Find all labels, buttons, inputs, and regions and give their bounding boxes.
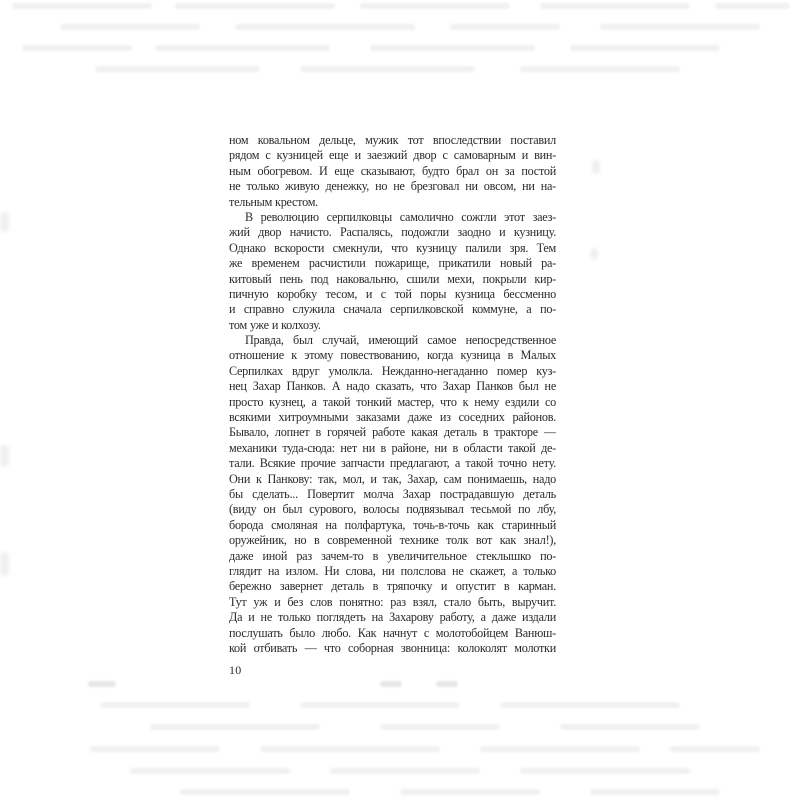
- text-line: оружейник, но в современной технике толк вот как знал!),: [229, 533, 556, 548]
- scan-smudge: [0, 552, 9, 576]
- text-line: (виду он был сурового, волосы подвязывал тесьмой по лбу,: [229, 502, 556, 517]
- text-line: не только живую денежку, но не брезговал ни овсом, ни на-: [229, 179, 556, 194]
- scan-artifact-dash: [436, 681, 458, 687]
- scan-artifact-dash: [175, 3, 335, 9]
- text-line: Серпилках вдруг умолкла. Нежданно-негаданно помер куз-: [229, 363, 556, 378]
- text-line: борода смоляная на полфартука, точь-в-точь как старинный: [229, 517, 556, 532]
- scan-smudge: [0, 445, 9, 467]
- scan-artifact-dash: [670, 746, 760, 752]
- text-line: бережно завернет деталь в тряпочку и опустит в карман.: [229, 579, 556, 594]
- scan-artifact-dash: [360, 3, 510, 9]
- text-line: Правда, был случай, имеющий самое непосредственное: [245, 333, 556, 348]
- scan-artifact-dash: [540, 3, 690, 9]
- scan-artifact-dash: [150, 724, 320, 730]
- scan-artifact-dash: [235, 24, 415, 30]
- scan-smudge: [0, 212, 9, 232]
- text-line: китовый пень под наковальню, сшили мехи, покрыли кир-: [229, 271, 556, 286]
- scan-artifact-dash: [100, 702, 250, 708]
- scan-artifact-dash: [22, 45, 132, 51]
- scan-artifact-dash: [560, 724, 700, 730]
- scan-artifact-dash: [180, 789, 350, 795]
- scan-artifact-dash: [95, 66, 260, 72]
- scan-artifact-dash: [90, 746, 220, 752]
- text-line: пичную коробку тесом, и с той поры кузница бессменно: [229, 286, 556, 301]
- text-line: же временем расчистили пожарище, прикатили новый ра-: [229, 256, 556, 271]
- text-line: послушать было любо. Как начнут с молотобойцем Ванюш-: [229, 625, 556, 640]
- scan-artifact-dash: [500, 702, 680, 708]
- scan-artifact-dash: [60, 24, 200, 30]
- scan-artifact-dash: [450, 24, 560, 30]
- text-line: рядом с кузницей еще и заезжий двор с самоварным и вин-: [229, 148, 556, 163]
- text-line: тельным крестом.: [229, 194, 318, 209]
- scan-artifact-dash: [330, 768, 480, 774]
- scan-artifact-dash: [370, 45, 535, 51]
- text-block: [229, 133, 556, 656]
- scan-artifact-dash: [400, 789, 540, 795]
- scan-artifact-dash: [88, 681, 116, 687]
- text-line: даже иной раз зачем-то в увеличительное стеклышко по-: [229, 548, 556, 563]
- scan-artifact-dash: [590, 789, 720, 795]
- text-line: кой отбивать — что соборная звонница: колоколят молотки: [229, 640, 556, 655]
- text-line: и справно служила сначала серпилковской коммуне, а по-: [229, 302, 556, 317]
- scan-artifact-dash: [300, 702, 460, 708]
- scan-artifact-dash: [380, 681, 402, 687]
- scan-artifact-dash: [480, 746, 640, 752]
- scan-artifact-dash: [12, 3, 152, 9]
- scan-artifact-dash: [130, 768, 290, 774]
- text-line: Однако вскорости смекнули, что кузницу палили зря. Тем: [229, 240, 556, 255]
- text-line: тали. Всякие прочие запчасти предлагают, а такой точно нету.: [229, 456, 556, 471]
- text-line: Тут уж и без слов понятно: раз взял, стало быть, выручит.: [229, 594, 556, 609]
- scan-artifact-dash: [520, 66, 680, 72]
- scan-artifact-dash: [155, 45, 330, 51]
- page-number: 10: [229, 663, 242, 677]
- text-line: механики туда-сюда: нет ни в районе, ни в области такой де-: [229, 440, 556, 455]
- scan-artifact-dash: [380, 724, 500, 730]
- text-line: всякими хитроумными заказами даже из соседних районов.: [229, 410, 556, 425]
- text-line: ном ковальном дельце, мужик тот впоследствии поставил: [229, 133, 556, 147]
- text-line: Они к Панкову: так, мол, и так, Захар, сам понимаешь, надо: [229, 471, 556, 486]
- text-line: Да и не только поглядеть на Захарову работу, а даже издали: [229, 610, 556, 625]
- text-line: просто кузнец, а такой тонкий мастер, что к нему ездили со: [229, 394, 556, 409]
- text-line: том уже и колхозу.: [229, 317, 321, 332]
- text-line: нец Захар Панков. А надо сказать, что Захар Панков был не: [229, 379, 556, 394]
- text-line: Бывало, лопнет в горячей работе какая деталь в тракторе —: [229, 425, 556, 440]
- text-line: глядит на излом. Ни слова, ни полслова не скажет, а только: [229, 563, 556, 578]
- scan-smudge: [590, 248, 598, 260]
- text-line: ным обогревом. И еще сказывают, будто брал он за постой: [229, 163, 556, 178]
- scan-artifact-dash: [715, 3, 790, 9]
- scan-artifact-dash: [600, 24, 760, 30]
- scan-artifact-dash: [520, 768, 690, 774]
- text-line: бы сделать... Повертит молча Захар пострадавшую деталь: [229, 486, 556, 501]
- scan-smudge: [592, 160, 600, 174]
- scan-artifact-dash: [300, 66, 475, 72]
- text-line: жий двор начисто. Распалясь, подожгли заодно и кузницу.: [229, 225, 556, 240]
- text-line: отношение к этому повествованию, когда кузница в Малых: [229, 348, 556, 363]
- scan-artifact-dash: [570, 45, 720, 51]
- text-line: В революцию серпилковцы самолично сожгли этот заез-: [245, 209, 556, 224]
- scan-artifact-dash: [260, 746, 440, 752]
